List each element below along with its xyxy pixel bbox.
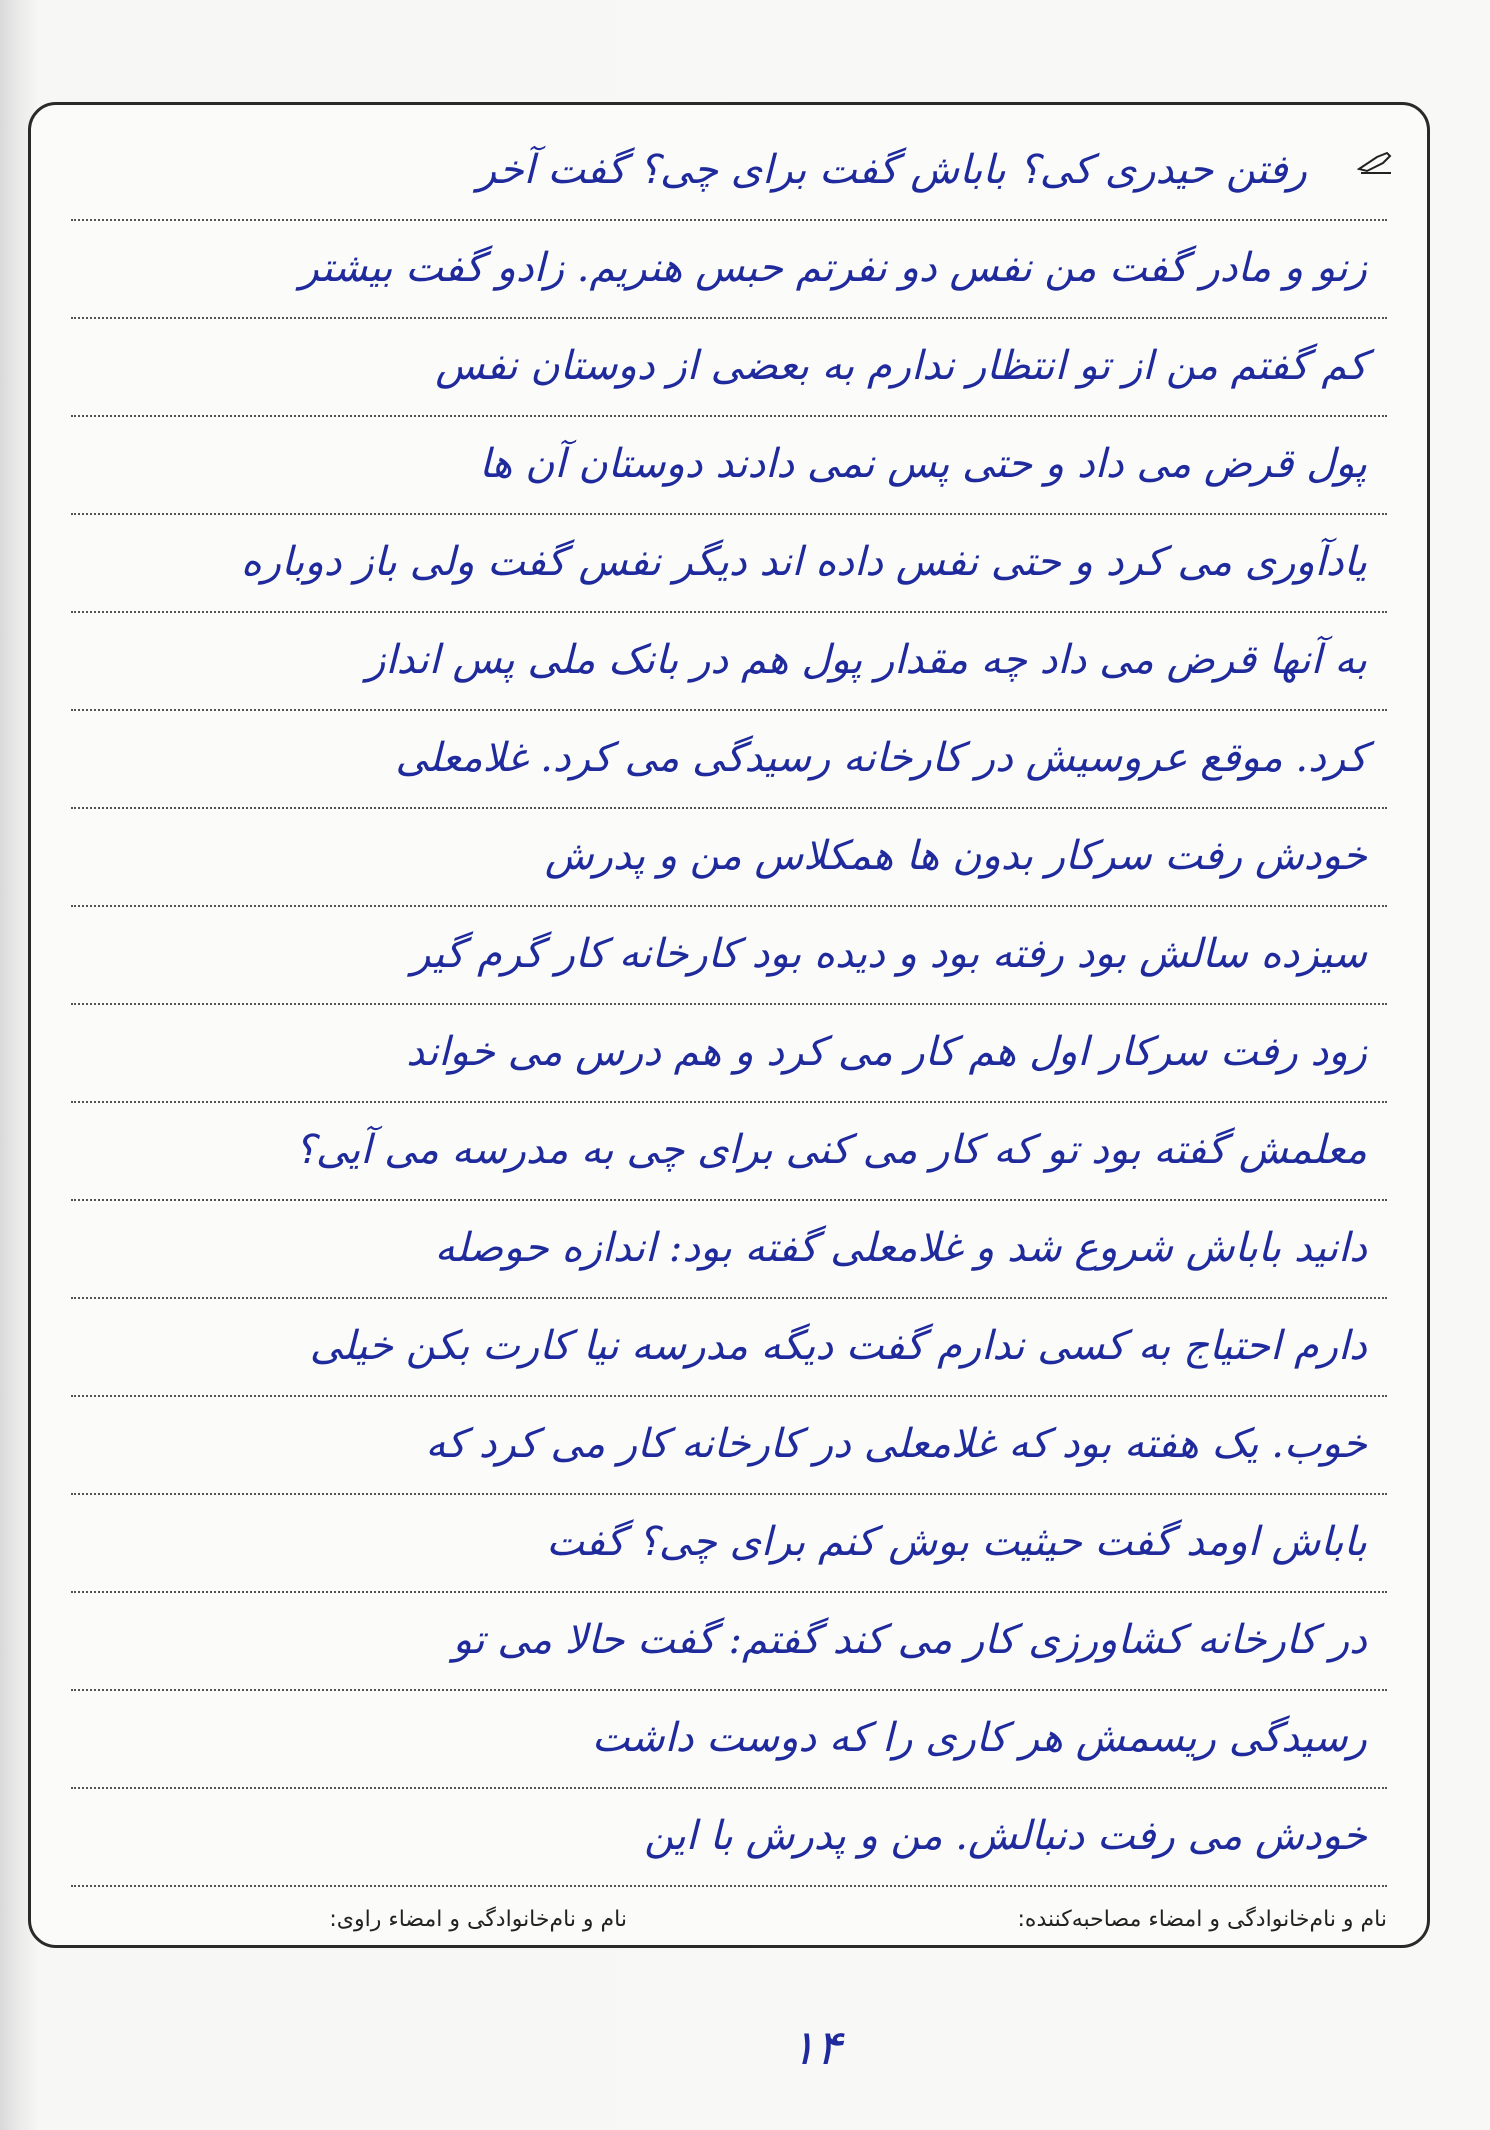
handwritten-line: باباش اومد گفت حیثیت بوش کنم برای چی؟ گفت: [71, 1507, 1387, 1593]
handwritten-line: پول قرض می داد و حتی پس نمی دادند دوستان آن ها: [71, 429, 1387, 515]
handwritten-line: خودش می رفت دنبالش. من و پدرش با این: [71, 1801, 1387, 1887]
handwritten-line: رفتن حیدری کی؟ باباش گفت برای چی؟ گفت آخر: [71, 135, 1387, 221]
handwritten-lines: [71, 105, 1387, 1905]
signature-footer: [31, 1905, 1427, 1951]
interview-form-frame: [28, 102, 1430, 1948]
handwritten-line: زود رفت سرکار اول هم کار می کرد و هم درس می خواند: [71, 1017, 1387, 1103]
handwritten-line: خودش رفت سرکار بدون ها همکلاس من و پدرش: [71, 821, 1387, 907]
handwritten-line: کرد. موقع عروسیش در کارخانه رسیدگی می کرد. غلامعلی: [71, 723, 1387, 809]
handwritten-line: زنو و مادر گفت من نفس دو نفرتم حبس هنریم. زادو گفت بیشتر: [71, 233, 1387, 319]
narrator-signature-label: نام و نام‌خانوادگی و امضاء راوی:: [329, 1907, 627, 1932]
handwritten-line: معلمش گفته بود تو که کار می کنی برای چی به مدرسه می آیی؟: [71, 1115, 1387, 1201]
handwritten-line: به آنها قرض می داد چه مقدار پول هم در بانک ملی پس انداز: [71, 625, 1387, 711]
handwritten-line: کم گفتم من از تو انتظار ندارم به بعضی از دوستان نفس: [71, 331, 1387, 417]
handwritten-line: دانید باباش شروع شد و غلامعلی گفته بود: اندازه حوصله: [71, 1213, 1387, 1299]
handwritten-line: دارم احتیاج به کسی ندارم گفت دیگه مدرسه نیا کارت بکن خیلی: [71, 1311, 1387, 1397]
page-number: ۱۴: [790, 2020, 842, 2076]
handwritten-line: سیزده سالش بود رفته بود و دیده بود کارخانه کار گرم گیر: [71, 919, 1387, 1005]
handwritten-line: رسیدگی ریسمش هر کاری را که دوست داشت: [71, 1703, 1387, 1789]
handwritten-line: در کارخانه کشاورزی کار می کند گفتم: گفت حالا می تو: [71, 1605, 1387, 1691]
handwritten-line: یادآوری می کرد و حتی نفس داده اند دیگر نفس گفت ولی باز دوباره: [71, 527, 1387, 613]
handwritten-line: خوب. یک هفته بود که غلامعلی در کارخانه کار می کرد که: [71, 1409, 1387, 1495]
interviewer-signature-label: نام و نام‌خانوادگی و امضاء مصاحبه‌کننده:: [1017, 1907, 1387, 1932]
